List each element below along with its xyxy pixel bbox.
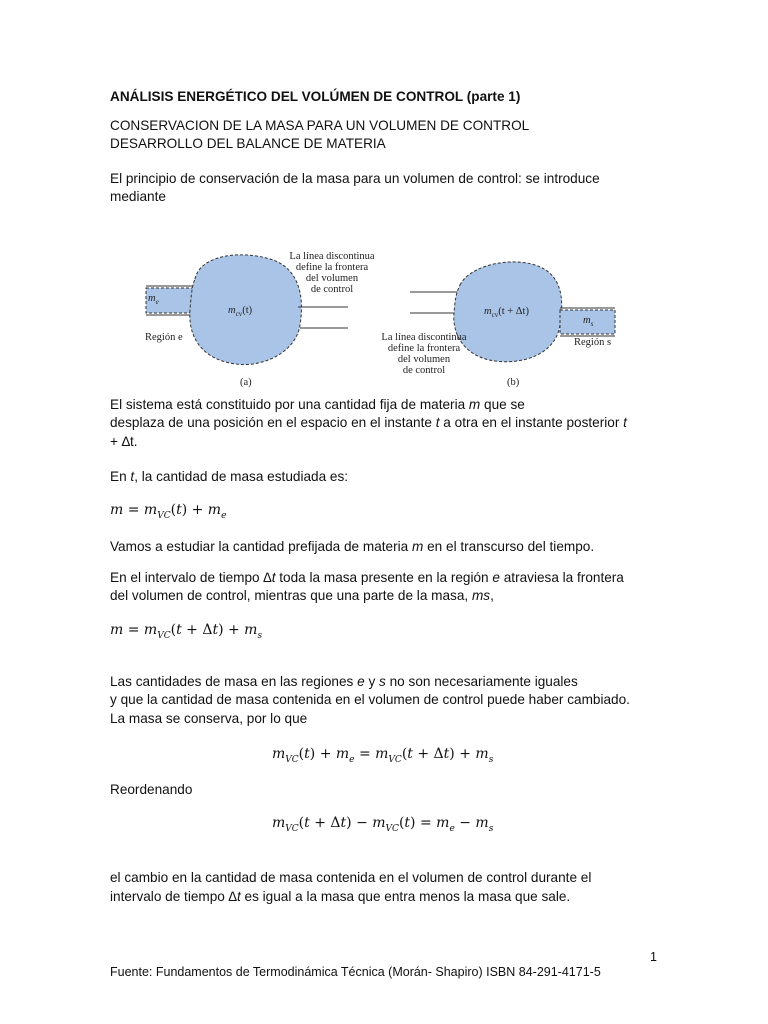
region-e-label: Región e [145,332,183,343]
intro-line-1: El principio de conservación de la masa para un volumen de control: se introduce [110,171,600,186]
para1-line-1: El sistema está constituido por una cantidad fija de materia m que se [110,397,525,412]
figure-b-note: La línea discontinua define la frontera del volumen de control [381,332,467,376]
mcv-a-label: $m_{cv}(t)$ [228,305,253,319]
para4-line-2: del volumen de control, mientras que una parte de la masa, ms, [110,588,494,603]
ms-label: $m_s$ [583,315,594,329]
reordenando: Reordenando [110,782,193,797]
subheading-1: CONSERVACION DE LA MASA PARA UN VOLUMEN DE CONTROL [110,118,530,133]
me-label: $m_e$ [148,293,159,307]
page-number: 1 [650,950,657,964]
footer-source: Fuente: Fundamentos de Termodinámica Técnica (Morán- Shapiro) ISBN 84-291-4171-5 [110,965,601,979]
mcv-b-label: $m_{cv}(t + \Delta t)$ [484,306,529,320]
subheading-2: DESARROLLO DEL BALANCE DE MATERIA [110,136,386,151]
para4-line-1: En el intervalo de tiempo ∆t toda la masa presente en la región e atraviesa la frontera [110,570,624,585]
para6-line-2: intervalo de tiempo ∆t es igual a la masa que entra menos la masa que sale. [110,889,571,904]
caption-b: (b) [507,377,520,388]
intro-line-2: mediante [110,189,166,204]
para5-line-1: Las cantidades de masa en las regiones e y s no son necesariamente iguales [110,674,578,689]
equation-1: $m = m_{VC}(t) + m_e$ [110,502,227,521]
equation-4: $m_{VC}(t + \Delta t) - m_{VC}(t) = m_e - m_s$ [272,815,494,834]
para6-line-1: el cambio en la cantidad de masa contenida en el volumen de control durante el [110,870,592,885]
region-s-label: Región s [574,337,612,348]
para5-line-2: y que la cantidad de masa contenida en el volumen de control puede haber cambiado. [110,692,630,707]
heading: ANÁLISIS ENERGÉTICO DEL VOLÚMEN DE CONTROL (parte 1) [110,89,521,104]
figure-a-note: La línea discontinua define la frontera del volumen de control [289,251,375,295]
caption-a: (a) [240,377,252,388]
para3: Vamos a estudiar la cantidad prefijada de materia m en el transcurso del tiempo. [110,539,595,554]
equation-2: $m = m_{VC}(t + \Delta t) + m_s$ [110,622,263,641]
para5-line-3: La masa se conserva, por lo que [110,711,308,726]
para1-line-3: + ∆t. [110,434,138,449]
para2: En t, la cantidad de masa estudiada es: [110,469,349,484]
equation-3: $m_{VC}(t) + m_e = m_{VC}(t + \Delta t) + m_s$ [272,746,494,765]
para1-line-2: desplaza de una posición en el espacio en el instante t a otra en el instante posterior t [110,415,627,430]
